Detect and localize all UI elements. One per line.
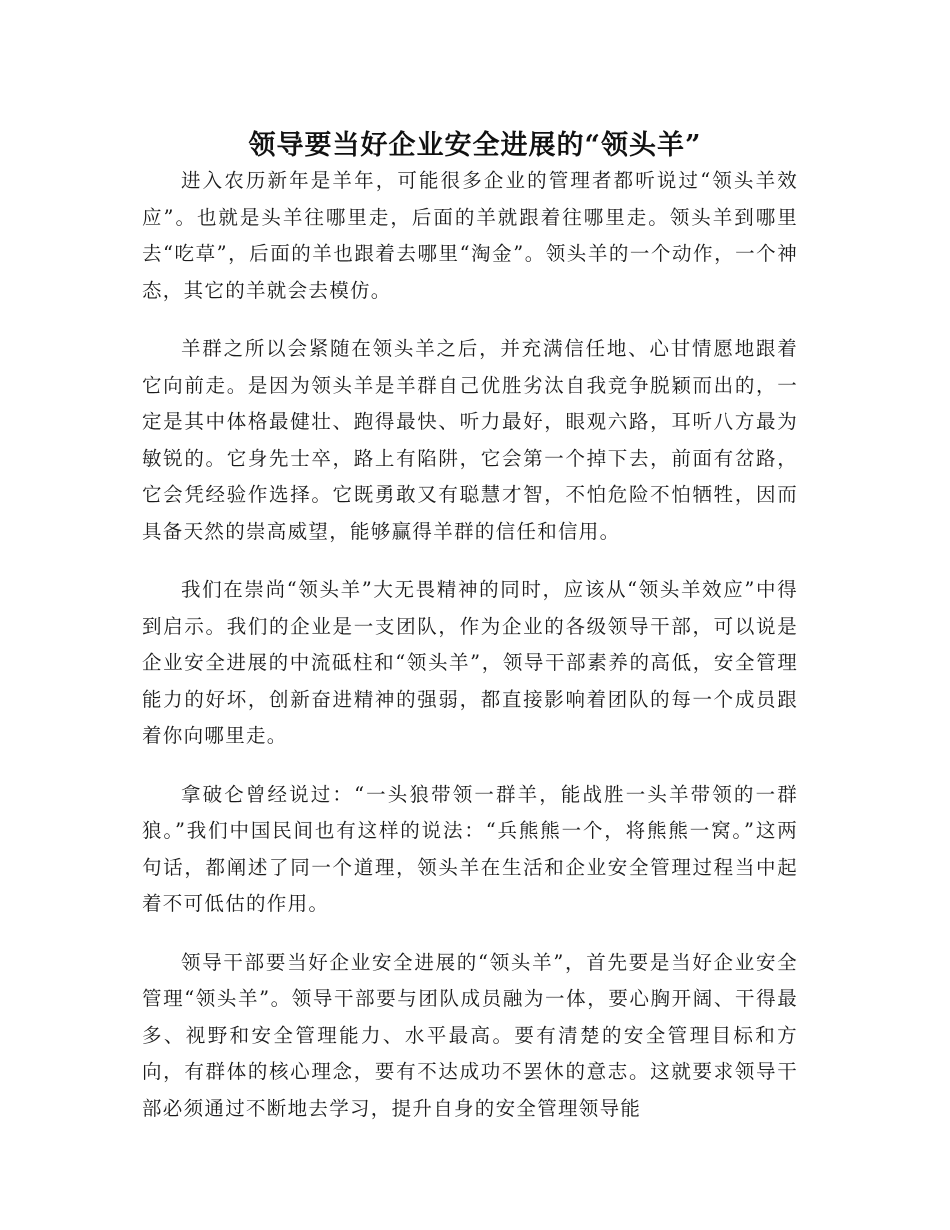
paragraph-4: 拿破仑曾经说过：“一头狼带领一群羊，能战胜一头羊带领的一群狼。”我们中国民间也有这样的说法：“兵熊熊一个，将熊熊一窝。”这两句话，都阐述了同一个道理，领头羊在生活和企业安全管理过程当中起着不可低估的作用。 xyxy=(142,782,798,915)
document-title: 领导要当好企业安全进展的“领头羊” xyxy=(248,130,702,162)
paragraph-3: 我们在崇尚“领头羊”大无畏精神的同时，应该从“领头羊效应”中得到启示。我们的企业是一支团队，作为企业的各级领导干部，可以说是企业安全进展的中流砥柱和“领头羊”，领导干部素养的高低，安全管理能力的好坏，创新奋进精神的强弱，都直接影响着团队的每一个成员跟着你向哪里走。 xyxy=(142,578,798,747)
paragraph-2: 羊群之所以会紧随在领头羊之后，并充满信任地、心甘情愿地跟着它向前走。是因为领头羊是羊群自己优胜劣汰自我竞争脱颖而出的，一定是其中体格最健壮、跑得最快、听力最好，眼观六路，耳听八方最为敏锐的。它身先士卒，路上有陷阱，它会第一个掉下去，前面有岔路，它会凭经验作选择。它既勇敢又有聪慧才智，不怕危险不怕牺牲，因而具备天然的崇高威望，能够赢得羊群的信任和信用。 xyxy=(142,337,798,543)
paragraph-5: 领导干部要当好企业安全进展的“领头羊”，首先要是当好企业安全管理“领头羊”。领导干部要与团队成员融为一体，要心胸开阔、干得最多、视野和安全管理能力、水平最高。要有清楚的安全管理目标和方向，有群体的核心理念，要有不达成功不罢休的意志。这就要求领导干部必须通过不断地去学习，提升自身的安全管理领导能 xyxy=(142,950,798,1120)
paragraph-1: 进入农历新年是羊年，可能很多企业的管理者都听说过“领头羊效应”。也就是头羊往哪里走，后面的羊就跟着往哪里走。领头羊到哪里去“吃草”，后面的羊也跟着去哪里“淘金”。领头羊的一个动作，一个神态，其它的羊就会去模仿。 xyxy=(142,169,798,302)
document-body xyxy=(142,163,798,1149)
